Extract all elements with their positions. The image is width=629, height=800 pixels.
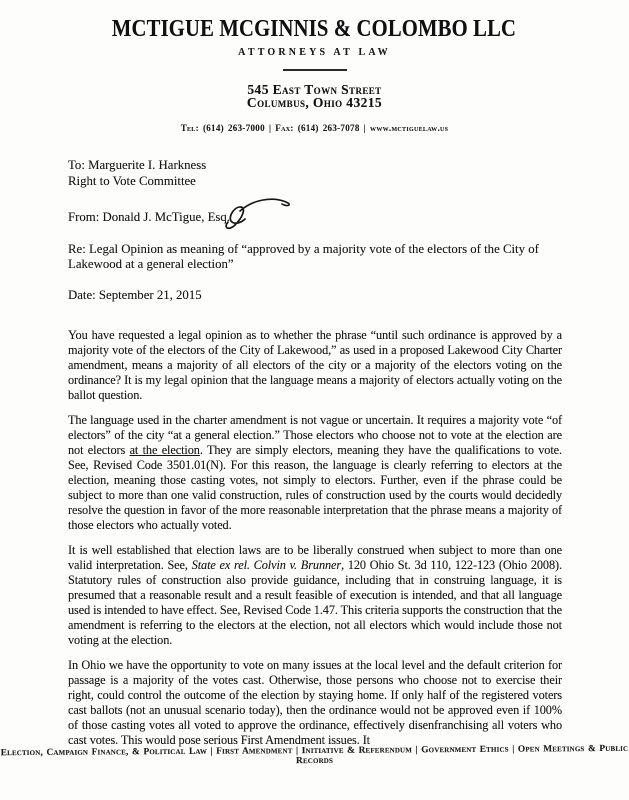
to-line: To: Marguerite I. Harkness	[68, 158, 207, 172]
address-line-1: 545 East Town Street	[247, 82, 382, 97]
underlined-phrase: at the election	[129, 443, 200, 457]
firm-name: MCTIGUE MCGINNIS & COLOMBO LLC	[112, 16, 517, 42]
to-organization-line: Right to Vote Committee	[68, 173, 196, 188]
paragraph-4: In Ohio we have the opportunity to vote on many issues at the local level and the default criterion for passage is a majority of the votes cast. Otherwise, those persons who choose not to exercise their right, could control the outcome of the election by staying home. If only half of the registered voters cast ballots (not an unusual scenario today), then the ordinance would not be approved even if 100% of those casting votes all voted to approve the ordinance, effectively disenfranchising all voters who cast votes. This would pose serious First Amendment issues. It	[68, 658, 562, 747]
address-line-2: Columbus, Ohio 43215	[246, 95, 383, 110]
footer-practice-areas: Election, Campaign Finance, & Political Law | First Amendment | Initiative & Referendum | Government Ethics | Open Meetings & Public Records	[0, 743, 629, 767]
paragraph-3-post: , 120 Ohio St. 3d 110, 122-123 (Ohio 2008). Statutory rules of construction also provide guidance, including that in construing language, it is presumed that a reasonable result and a result feasible of execution is intended, and that all language used is intended to have effect. See, Revised Code 1.47. This criteria supports the construction that the amendment is referring to the electors at the election, not all electors which would include those not voting at the election.	[68, 558, 562, 647]
paragraph-2	[68, 413, 562, 533]
memo-header	[68, 158, 562, 303]
paragraph-2-post: . They are simply electors, meaning they have the qualifications to vote. See, Revised Code 3501.01(N). For this reason, the language is clearly referring to electors at the election, meaning those casting votes, not simply to electors. Further, even if the phrase could be subject to more than one valid construction, rules of construction used by the courts would decidedly resolve the question in favor of the more reasonable interpretation that the phrase means a majority of those electors who actually voted.	[68, 443, 562, 532]
date-line: Date: September 21, 2015	[68, 287, 202, 302]
header-divider	[283, 69, 347, 71]
paragraph-3	[68, 543, 562, 648]
letterhead	[0, 0, 629, 133]
paragraph-3-pre: It is well established that election laws are to be liberally construed when subject to more than one valid interpretation. See,	[68, 543, 562, 572]
signature-scribble-icon	[216, 195, 308, 233]
re-block	[68, 242, 562, 273]
from-block	[68, 210, 562, 226]
to-block	[68, 158, 562, 189]
date-block	[68, 288, 562, 304]
attorneys-tagline: ATTORNEYS AT LAW	[238, 47, 391, 58]
paragraph-1: You have requested a legal opinion as to whether the phrase “until such ordinance is approved by a majority vote of the electors of the City of Lakewood,” as used in a proposed Lakewood City Charter amendment, means a majority of all electors of the city or a majority of the electors voting on the ordinance? It is my legal opinion that the language means a majority of electors actually voting on the ballot question.	[68, 328, 562, 402]
case-citation-italic: State ex rel. Colvin v. Brunner	[191, 558, 342, 572]
re-line: Re: Legal Opinion as meaning of “approved by a majority vote of the electors of the City of Lakewood at a general election”	[68, 241, 539, 271]
letter-body	[68, 328, 562, 748]
paragraph-2-pre: The language used in the charter amendment is not vague or uncertain. It requires a majority vote “of electors” of the city “at a general election.” Those electors who choose not to vote at the election are not electors	[68, 413, 562, 457]
contact-line: Tel: (614) 263-7000 | Fax: (614) 263-7078 | www.mctiguelaw.us	[180, 123, 449, 133]
from-line: From: Donald J. McTigue, Esq.	[68, 210, 230, 224]
